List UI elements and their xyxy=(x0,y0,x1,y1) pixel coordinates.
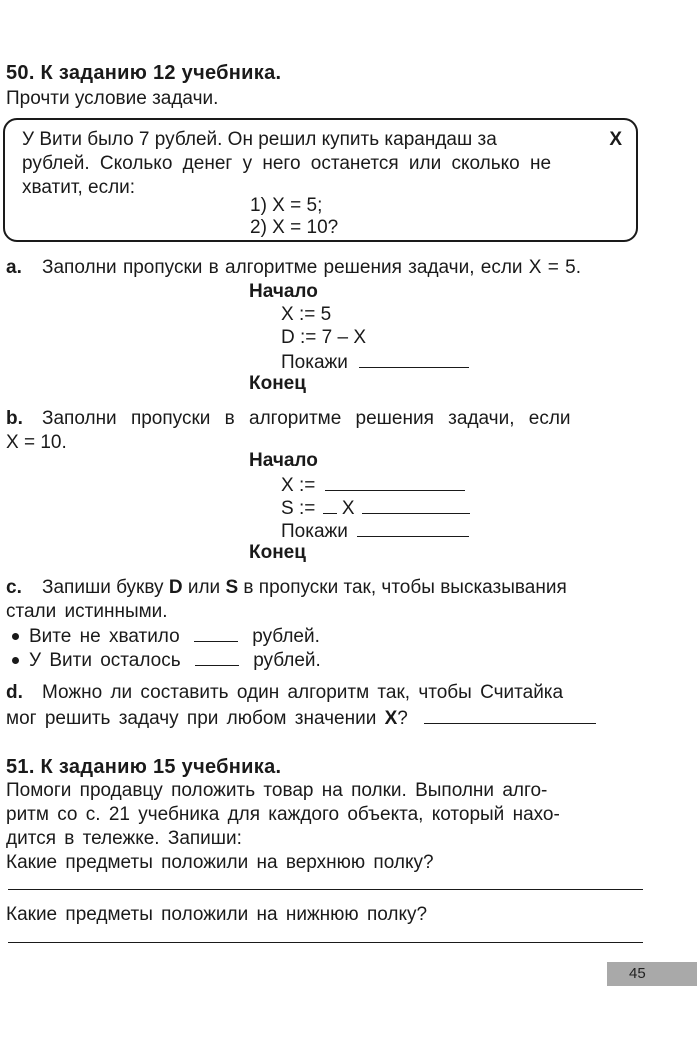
answer-line-2[interactable] xyxy=(8,942,643,943)
algorithm-a-line-2: D := 7 – X xyxy=(281,327,367,348)
bullet-item-2 xyxy=(12,647,321,673)
answer-blank-c1[interactable] xyxy=(194,623,238,642)
problem-line-2: рублей. Сколько денег у него останется или сколько не xyxy=(22,153,552,174)
algorithm-b-line-3 xyxy=(281,518,469,544)
problem-line-3: хватит, если: xyxy=(22,177,136,198)
text: рублей. xyxy=(253,650,321,671)
bullet-icon xyxy=(12,657,19,664)
task-51-line-1: Помоги продавцу положить товар на полки. Выполни алго- xyxy=(6,780,548,801)
variable-x: X xyxy=(384,708,398,729)
subtask-b-text-2: X = 10. xyxy=(6,432,67,453)
algorithm-a-start: Начало xyxy=(249,281,318,302)
task-51-line-2: ритм со с. 21 учебника для каждого объекта, который нахо- xyxy=(6,804,560,825)
subtask-b-text: Заполни пропуски в алгоритме решения задачи, если xyxy=(42,408,571,429)
subtask-b-text-1 xyxy=(42,407,642,431)
task-50-title: 50. К заданию 12 учебника. xyxy=(6,62,282,84)
answer-blank-b-show[interactable] xyxy=(357,518,469,537)
answer-blank-c2[interactable] xyxy=(195,647,239,666)
answer-blank-b-x[interactable] xyxy=(325,472,465,491)
problem-text: У Вити было 7 рублей. Он решил купить карандаш за xyxy=(22,129,497,150)
letter-d: D xyxy=(168,577,183,598)
problem-case-2: 2) X = 10? xyxy=(250,217,339,238)
letter-s: S xyxy=(225,577,239,598)
task-51-line-3: дится в тележке. Запиши: xyxy=(6,828,242,849)
answer-line-1[interactable] xyxy=(8,889,643,890)
text: Запиши букву xyxy=(42,577,164,598)
text: мог решить задачу при любом значении xyxy=(6,708,377,729)
variable-x: X xyxy=(609,129,622,150)
bullet-icon xyxy=(12,633,19,640)
text: в пропуски так, чтобы высказывания xyxy=(243,577,567,598)
problem-case-1: 1) X = 5; xyxy=(250,195,323,216)
subtask-a-letter: a. xyxy=(6,257,22,278)
text: Вите не хватило xyxy=(29,626,180,647)
text: или xyxy=(187,577,221,598)
algorithm-b-start: Начало xyxy=(249,450,318,471)
subtask-c-letter: c. xyxy=(6,577,22,598)
problem-line-1 xyxy=(22,128,622,152)
subtask-d-text-2 xyxy=(6,705,596,731)
variable-x: X xyxy=(341,498,355,519)
answer-blank-b-s2[interactable] xyxy=(362,495,470,514)
answer-blank-a[interactable] xyxy=(359,349,469,368)
assign-s-label: S := xyxy=(281,498,316,519)
show-label: Покажи xyxy=(281,521,348,542)
task-51-title: 51. К заданию 15 учебника. xyxy=(6,756,282,778)
subtask-b-letter: b. xyxy=(6,408,23,429)
subtask-c-text-2: стали истинными. xyxy=(6,601,168,622)
text: ? xyxy=(397,708,408,729)
page-number: 45 xyxy=(607,962,697,986)
task-50-instruction: Прочти условие задачи. xyxy=(6,88,219,109)
show-label: Покажи xyxy=(281,352,348,373)
text: У Вити осталось xyxy=(29,650,181,671)
answer-blank-b-s[interactable] xyxy=(323,495,337,514)
task-51-question-2: Какие предметы положили на нижнюю полку? xyxy=(6,904,428,925)
text: рублей. xyxy=(252,626,320,647)
bullet-item-1 xyxy=(12,623,320,649)
subtask-d-text-1: Можно ли составить один алгоритм так, чтобы Считайка xyxy=(42,682,564,703)
answer-blank-d[interactable] xyxy=(424,705,596,724)
algorithm-a-end: Конец xyxy=(249,373,306,394)
subtask-d-letter: d. xyxy=(6,682,23,703)
subtask-c-text-1 xyxy=(42,576,642,600)
subtask-a-text: Заполни пропуски в алгоритме решения задачи, если X = 5. xyxy=(42,257,581,278)
algorithm-b-end: Конец xyxy=(249,542,306,563)
task-51-question-1: Какие предметы положили на верхнюю полку? xyxy=(6,852,434,873)
algorithm-a-line-1: X := 5 xyxy=(281,304,332,325)
assign-x-label: X := xyxy=(281,475,316,496)
algorithm-a-line-3 xyxy=(281,349,469,375)
